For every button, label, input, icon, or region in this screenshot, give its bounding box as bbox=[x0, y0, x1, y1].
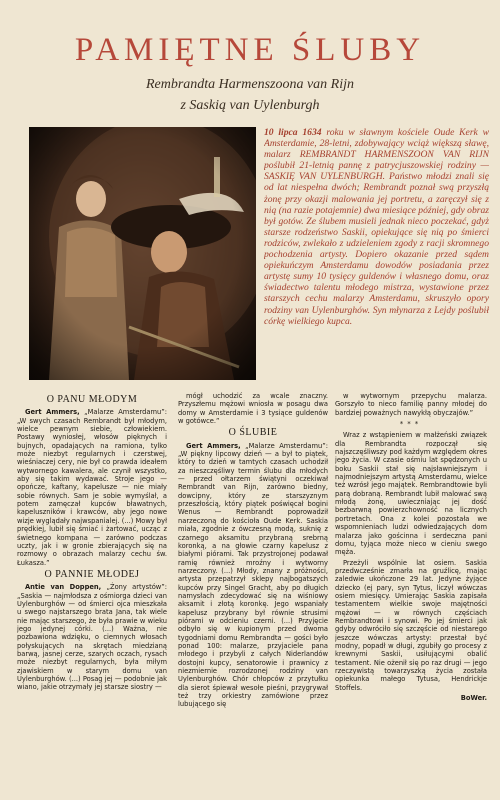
section-divider-stars: *** bbox=[399, 420, 423, 429]
article-title: PAMIĘTNE ŚLUBY bbox=[74, 32, 426, 68]
groom-quote-text: „Malarze Amsterdamu”: „W swych czasach Rembrandt był młodym, wielce pewnym siebie, człowiekiem. Postawy wyniosłej, włosów pięknych i bujnych, opadających na ramiona, tylko może niezbyt regularnych i czerstwej, wieśniaczej cery, nie był co prawda ideałem wytwornego kawalera, ale czynił wszystko, aby się takim wydawać. Stroje jego — opończe, kaftany, kapelusze — nie miały sobie równych. Sam je sobie wymyślał, a potem zamęczał kupców bławatnych, kapeluszników i krawców, aby jego nowe wizje wyglądały najwspanialej. (...) Mowy był prędkiej, lubił się śmiać i żartować, ucząc z świetnego kompana — zarówno podczas uczty, jak i w gronie zbierających się na rozmowy o obrazach malarzy cechu św. Łukasza.” bbox=[17, 408, 167, 567]
section-heading-groom: O PANU MŁODYM bbox=[46, 394, 138, 405]
intro-paragraph bbox=[264, 127, 489, 395]
intro-date: 10 lipca 1634 bbox=[264, 127, 322, 138]
column-1 bbox=[17, 392, 167, 795]
wedding-paragraph-continued: w wytwornym przepychu malarza. Gorszyło to nieco familię panny młodej do bardziej poważnych nawykłą obyczajów.” bbox=[335, 392, 487, 417]
marriage-paragraph: Wraz z wstąpieniem w małżeński związek dla Rembrandta rozpoczął się najszczęśliwszy pod każdym względem okres jego życia. W czasie ośmiu lat spędzonych u boku Saskii stał się najsławniejszym i najmodniejszym artystą Amsterdamu, wielce też wzrósł jego majątek. Rembrandtowie byli parą dobraną. Rembrandt lubił malować swą młodą żonę, uwieczniając jej dość bezbarwną powierzchowność na licznych portretach. Ona z kolei pozostała we wspomnieniach ludzi odwiedzających dom malarza jako gościnna i serdeczna pani domu, tyjąca może nieco w cieniu swego męża. bbox=[335, 431, 487, 557]
wedding-quote-text: „Malarze Amsterdamu”: „W piękny lipcowy dzień — a był to piątek, który to dzień w tamtych czasach uchodził za nieszczęśliwy termin ślubu dla młodych — przed ołtarzem świątyni oczekiwał Rembrandt van Rijn, zarówno biedny, dowcipny, który ze starszyznym przeszłością, który piątek poświęcał bogini Wenus — Rembrandt poprowadził narzeczoną do kościoła Oude Kerk. Saskia miała, zgodnie z ówczesną modą, suknię z czarnego aksamitu przybraną srebrną koronką, a na głowie czarny kapelusz z białymi piórami. Tak przystrojonej podawał ramię również mroźny i wytworny narzeczony. (...) Młody, znany z próżności, artysta przepatrzył sklepy najbogatszych kupców przy Singel Gracht, aby po długich namysłach zdecydować się na wiśniowy aksamit i złotą koronkę. Jego wspaniały kapelusz przybrany był równie strusimi piórami w odcieniu czerni. (...) Przyjęcie odbyło się w kupionym przed dwoma tygodniami domu Rembrandta — gości było ponad 100: malarze, przyjaciele pana młodego i przybyli z całych Niderlandów dostojni kupcy, senatorowie i prawnicy z niezmiernie rozrodzonej rodziny van Uylenburghów. Chór chłopców z przytułku dla sierot śpiewał wesołe pieśni, przygrywał też trzy orkiestry zamówione przez lubującego się bbox=[178, 441, 328, 709]
painting-illustration bbox=[29, 127, 256, 380]
article-subtitle-line2: z Saskią van Uylenburgh bbox=[180, 98, 320, 113]
column-2 bbox=[178, 392, 328, 795]
intro-text: roku w sławnym kościele Oude Kerk w Amsterdamie, 28-letni, zdobywający wciąż większą sławę, malarz REMBRANDT HARMENSZOON VAN RIJN poślubił 21-letnią pannę z patrycjuszowskiej rodziny — SASKIĘ VAN UYLENBURGH. Państwo młodzi znali się od lat niespełna dwóch; Rembrandt poznał swą przyszłą żonę przy okazji malowania jej portretu, a zaręczył się z nią (na razie potajemnie) dwa miesiące później, gdy obraz był gotów. Ze ślubem musieli jednak nieco poczekać, gdyż starsze rodzeństwo Saskii, opiekujące się nią po śmierci rodziców, zwlekało z udzieleniem zgody z racji skromnego pochodzenia artysty. Dopiero okazanie przed sądem opiekuńczym Amsterdamu dowodów posiadania przez artystę sumy 10 tysięcy guldenów i własnego domu, oraz świadectwo talentu młodego mistrza, wystawione przez starszych cechu malarzy Amsterdamu, skruszyło opory rodziny van Uylenburghów. Syn młynarza z Lejdy poślubił córkę wielkiego kupca. bbox=[264, 127, 489, 327]
bride-quote-author: Antie van Doppen, bbox=[25, 583, 102, 592]
groom-paragraph bbox=[17, 408, 167, 567]
wedding-paragraph bbox=[178, 442, 328, 709]
bride-quote-text: „Żony artystów”: „Saskia — najmłodsza z ośmiorga dzieci van Uylenburghów — od śmierci ojca mieszkała u swego najstarszego brata Jana, tak wiele nie mając starszego, że była prawie w wieku jego jedynej córki. (...) Ważna, nie pozbawiona wdzięku, o ciemnych włosach połyskujących na skrętach miedzianą barwą, jasnej cerze, szarych oczach, rysach może niezbyt regularnych, była miłym zjawiskiem w starym domu van Uylenburghów. (...) Posag jej — podobnie jak wiano, jakie otrzymały jej starsze siostry — bbox=[17, 583, 167, 692]
wedding-quote-author: Gert Ammers, bbox=[186, 441, 241, 450]
aftermath-paragraph: Przeżyli wspólnie lat osiem. Saskia przedwcześnie zmarła na gruźlicę, mając zaledwie ukończone 29 lat. Jedyne żyjące dziecko (ej pary, syn Tytus, liczył wówczas osiem miesięcy. Umierając Saskia zapisała testamentem wielkie swoje majętności mężowi — w równych częściach Rembrandtowi i synowi. Po jej śmierci jak gdyby odwróciło się szczęście od niestarego jeszcze wówczas artysty: przestał być modny, popadł w długi, zgubiły go procesy z krewnymi Saskii, usiłującymi obalić testament. Nie ożenił się po raz drugi — jego rzeczywistą towarzyszką życia została opiekunka małego Tytusa, Hendrickje Stoffels. bbox=[335, 558, 487, 692]
section-heading-wedding: O ŚLUBIE bbox=[228, 427, 278, 439]
groom-quote-author: Gert Ammers, bbox=[25, 408, 80, 417]
author-signature: BoWer. bbox=[460, 694, 487, 703]
section-heading-bride: O PANNIE MŁODEJ bbox=[44, 568, 140, 580]
bride-paragraph-continued: mógł uchodzić za wcale znaczny. Przyszłemu mężowi wniosła w posagu dwa domy w Amsterdamie i 3 tysiące guldenów w gotówce.” bbox=[178, 392, 328, 426]
bride-paragraph bbox=[17, 583, 167, 691]
column-3 bbox=[335, 392, 487, 795]
article-subtitle-line1: Rembrandta Harmenszoona van Rijn bbox=[145, 77, 355, 92]
